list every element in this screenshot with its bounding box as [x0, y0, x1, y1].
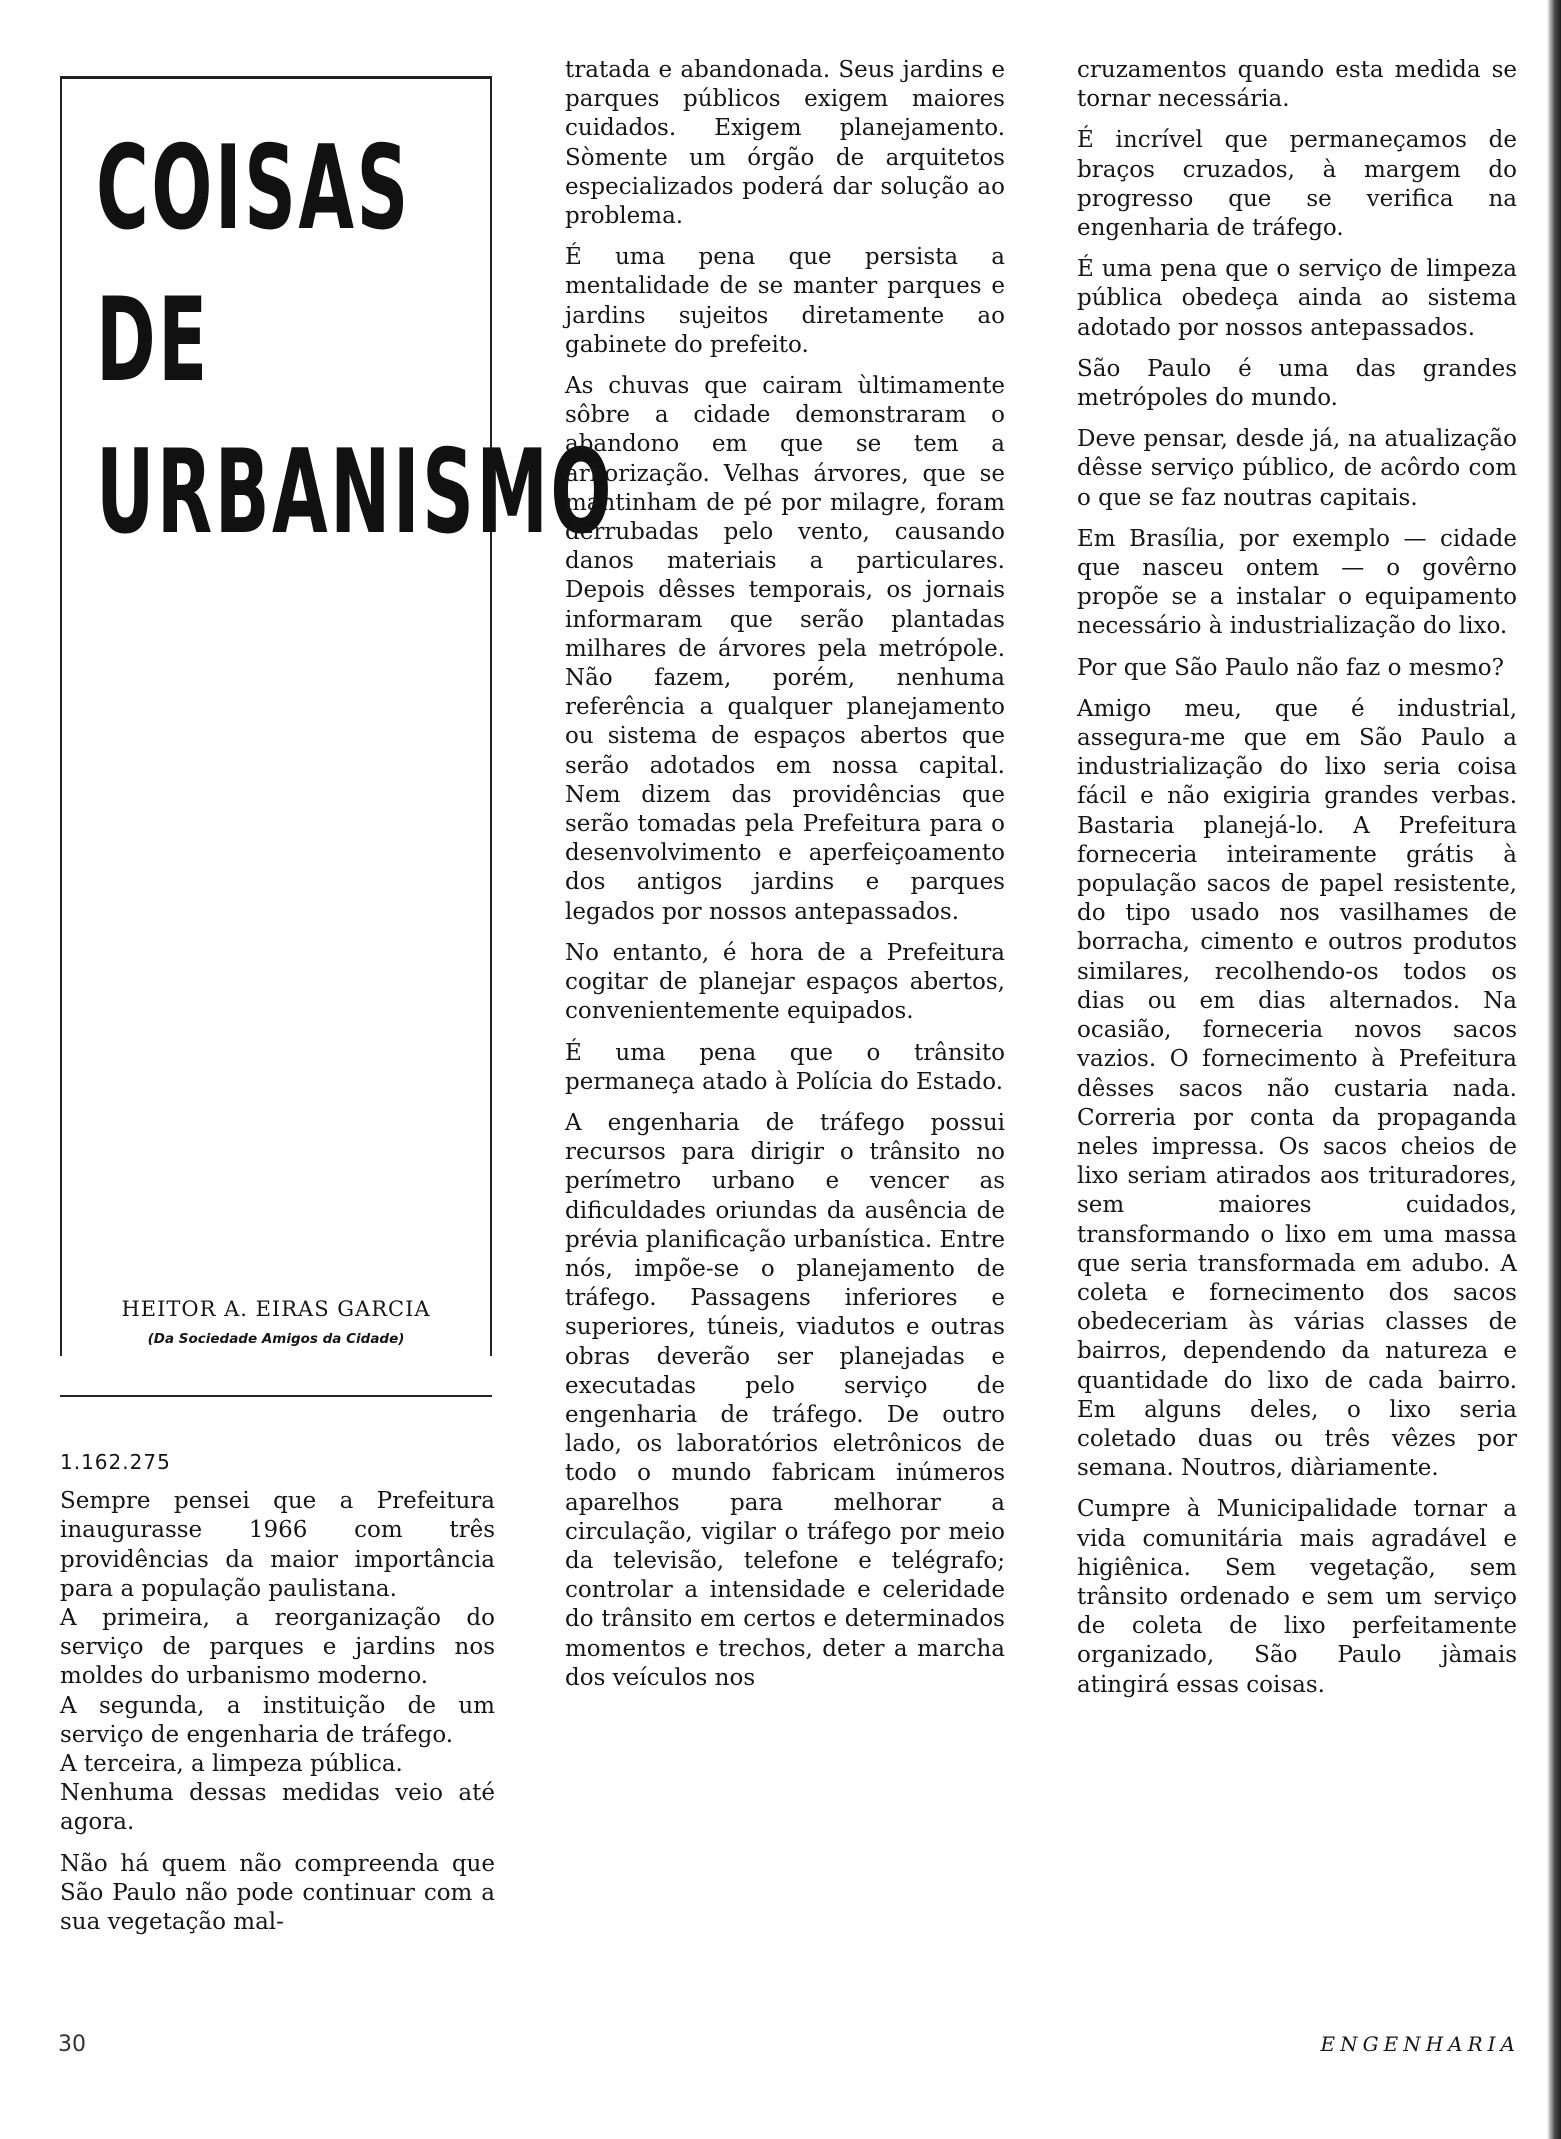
paragraph: Nenhuma dessas medidas veio até agora. [60, 1780, 495, 1836]
paragraph: A primeira, a reorganização do serviço de parques e jardins nos moldes do urbanismo moderno. [60, 1605, 495, 1690]
paragraph: Em Brasília, por exemplo — cidade que nasceu ontem — o govêrno propõe se a instalar o equipamento necessário à industrialização do lixo. [1077, 525, 1517, 640]
magazine-name: ENGENHARIA [1320, 2032, 1520, 2056]
author-name: HEITOR A. EIRAS GARCIA [121, 1297, 431, 1321]
paragraph: Cumpre à Municipalidade tornar a vida comunitária mais agradável e higiênica. Sem vegetação, sem trânsito ordenado e sem um serviço de coleta de lixo perfeitamente organizado, São Paulo jàmais atingirá essas coisas. [1077, 1496, 1517, 1698]
byline [92, 1297, 460, 1347]
paragraph: A segunda, a instituição de um serviço de engenharia de tráfego. [60, 1692, 495, 1748]
paragraph: tratada e abandonada. Seus jardins e parques públicos exigem maiores cuidados. Exigem planejamento. Sòmente um órgão de arquitetos especializados poderá dar solução ao problema. [565, 57, 1005, 230]
paragraph: São Paulo é uma das grandes metrópoles do mundo. [1077, 355, 1517, 412]
page-number: 30 [58, 2032, 86, 2057]
paragraph: Sempre pensei que a Prefeitura inaugurasse 1966 com três providências da maior importância para a população paulistana. [60, 1488, 495, 1602]
title-box-bottom-rule [60, 1395, 492, 1397]
paragraph: Não há quem não compreenda que São Paulo não pode continuar com a sua vegetação mal- [60, 1850, 495, 1936]
title-word: URBANISMO [96, 425, 615, 560]
text-column-2 [565, 56, 1005, 1705]
paragraph: Por que São Paulo não faz o mesmo? [1077, 654, 1504, 681]
paragraph: É uma pena que persista a mentalidade de se manter parques e jardins sujeitos diretamente ao gabinete do prefeito. [565, 244, 1005, 358]
paragraph: Amigo meu, que é industrial, assegura-me que em São Paulo a industrialização do lixo seria coisa fácil e não exigiria grandes verbas. Bastaria planejá-lo. A Prefeitura forneceria inteiramente grátis à população sacos de papel resistente, do tipo usado nos vasilhames de borracha, cimento e outros produtos similares, recolhendo-os todos os dias ou em dias alternados. Na ocasião, forneceria novos sacos vazios. O fornecimento à Prefeitura dêsses sacos não custaria nada. Correria por conta da propaganda neles impressa. Os sacos cheios de lixo seriam atirados aos trituradores, sem maiores cuidados, transformando o lixo em uma massa que seria transformada em adubo. A coleta e fornecimento dos sacos obedeceriam às várias classes de bairros, dependendo da natureza e quantidade do lixo de cada bairro. Em alguns deles, o lixo seria coletado duas ou três vêzes por semana. Noutros, diàriamente. [1077, 695, 1517, 1482]
paragraph: A engenharia de tráfego possui recursos para dirigir o trânsito no perímetro urbano e vencer as dificuldades oriundas da ausência de prévia planificação urbanística. Entre nós, impõe-se o planejamento de tráfego. Passagens inferiores e superiores, túneis, viadutos e outras obras deverão ser planejadas e executadas pelo serviço de engenharia de tráfego. De outro lado, os laboratórios eletrônicos de todo o mundo fabricam inúmeros aparelhos para melhorar a circulação, vigilar o tráfego por meio da televisão, telefone e telégrafo; controlar a intensidade e celeridade do trânsito em certos e determinados momentos e trechos, deter a marcha dos veículos nos [565, 1109, 1005, 1691]
title-word: COISAS [96, 121, 411, 256]
article-title [96, 113, 614, 569]
paragraph: No entanto, é hora de a Prefeitura cogitar de planejar espaços abertos, convenientemente equipados. [565, 939, 1005, 1025]
paragraph: É uma pena que o trânsito permaneça atado à Polícia do Estado. [565, 1039, 1005, 1095]
author-organization: (Da Sociedade Amigos da Cidade) [147, 1331, 405, 1347]
text-column-3 [1077, 56, 1517, 1712]
paragraph: cruzamentos quando esta medida se tornar necessária. [1077, 57, 1517, 113]
paragraph: É uma pena que o serviço de limpeza pública obedeça ainda ao sistema adotado por nossos antepassados. [1077, 256, 1517, 341]
paragraph: As chuvas que cairam ùltimamente sôbre a cidade demonstraram o abandono em que se tem a arborização. Velhas árvores, que se mantinham de pé por milagre, foram derrubadas pelo vento, causando danos materiais a particulares. Depois dêsses temporais, os jornais informaram que serão plantadas milhares de árvores pela metrópole. Não fazem, porém, nenhuma referência a qualquer planejamento ou sistema de espaços abertos que serão adotados em nossa capital. Nem dizem das providências que serão tomadas pela Prefeitura para o desenvolvimento e aperfeiçoamento dos antigos jardins e parques legados por nossos antepassados. [565, 373, 1005, 925]
article-id: 1.162.275 [60, 1450, 171, 1474]
text-column-1 [60, 1448, 495, 1949]
scan-edge [1547, 0, 1561, 2139]
paragraph: É incrível que permaneçamos de braços cruzados, à margem do progresso que se verifica na engenharia de tráfego. [1077, 127, 1517, 242]
title-box [60, 76, 615, 1356]
paragraph: A terceira, a limpeza pública. [60, 1751, 403, 1778]
paragraph: Deve pensar, desde já, na atualização dêsse serviço público, de acôrdo com o que se faz noutras capitais. [1077, 426, 1517, 511]
title-word: DE [96, 273, 210, 408]
